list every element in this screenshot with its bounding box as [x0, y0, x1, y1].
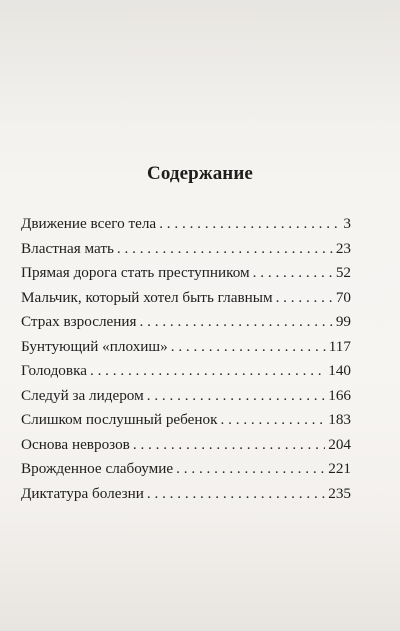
toc-leader-dots: [147, 482, 325, 507]
toc-entry: [21, 310, 351, 335]
toc-entry-label: Движение всего тела: [21, 215, 157, 232]
toc-entry: [21, 286, 351, 311]
page-title: Содержание: [147, 163, 253, 184]
toc-entry-label: Диктатура болезни: [21, 484, 144, 502]
toc-page-number: 166: [328, 386, 351, 404]
page-bleed-through: [0, 0, 400, 130]
toc-page-number: 235: [328, 484, 351, 502]
toc-page-number: 140: [328, 362, 351, 379]
toc-entry: [21, 433, 351, 458]
toc-entry: [21, 384, 351, 409]
toc-leader-dots: [171, 335, 326, 360]
toc-entry-label: Врожденное слабоумие: [21, 460, 174, 477]
toc-entry: [21, 212, 351, 237]
toc-leader-dots: [90, 359, 325, 384]
toc-page-number: 3: [343, 215, 351, 232]
toc-entry-label: Страх взросления: [21, 313, 137, 330]
toc-page-number: 117: [328, 337, 351, 355]
toc-entry: [21, 237, 351, 262]
toc-entry-label: Основа неврозов: [21, 435, 130, 453]
page-shadow: [0, 511, 400, 631]
toc-entry: [21, 359, 351, 384]
toc-leader-dots: [276, 286, 333, 311]
toc-page-number: 52: [335, 264, 351, 281]
toc-page-number: 70: [335, 288, 351, 306]
toc-entry-label: Голодовка: [21, 362, 87, 379]
toc-leader-dots: [147, 384, 326, 409]
toc-leader-dots: [176, 457, 325, 482]
toc-entry-label: Властная мать: [21, 239, 114, 257]
toc-entry: [21, 408, 351, 433]
toc-leader-dots: [221, 408, 326, 433]
toc-entry-label: Слишком послушный ребенок: [21, 411, 218, 428]
toc-leader-dots: [253, 261, 333, 286]
toc-entry: [21, 261, 351, 286]
toc-page-number: 23: [335, 239, 351, 257]
toc-leader-dots: [159, 212, 340, 237]
toc-entry: [21, 457, 351, 482]
toc-entry-label: Мальчик, который хотел быть главным: [21, 288, 273, 306]
toc-entry: [21, 335, 351, 360]
toc-page-number: 183: [328, 411, 351, 428]
toc-page-number: 221: [328, 460, 351, 477]
toc-entry-label: Следуй за лидером: [21, 386, 144, 404]
toc-leader-dots: [140, 310, 333, 335]
toc-entry: [21, 482, 351, 507]
toc-entry-label: Прямая дорога стать преступником: [21, 264, 250, 281]
table-of-contents: [21, 212, 351, 506]
toc-leader-dots: [133, 433, 325, 458]
toc-leader-dots: [117, 237, 333, 262]
toc-page-number: 204: [328, 435, 351, 453]
toc-page-number: 99: [335, 313, 351, 330]
toc-entry-label: Бунтующий «плохиш»: [21, 337, 168, 355]
